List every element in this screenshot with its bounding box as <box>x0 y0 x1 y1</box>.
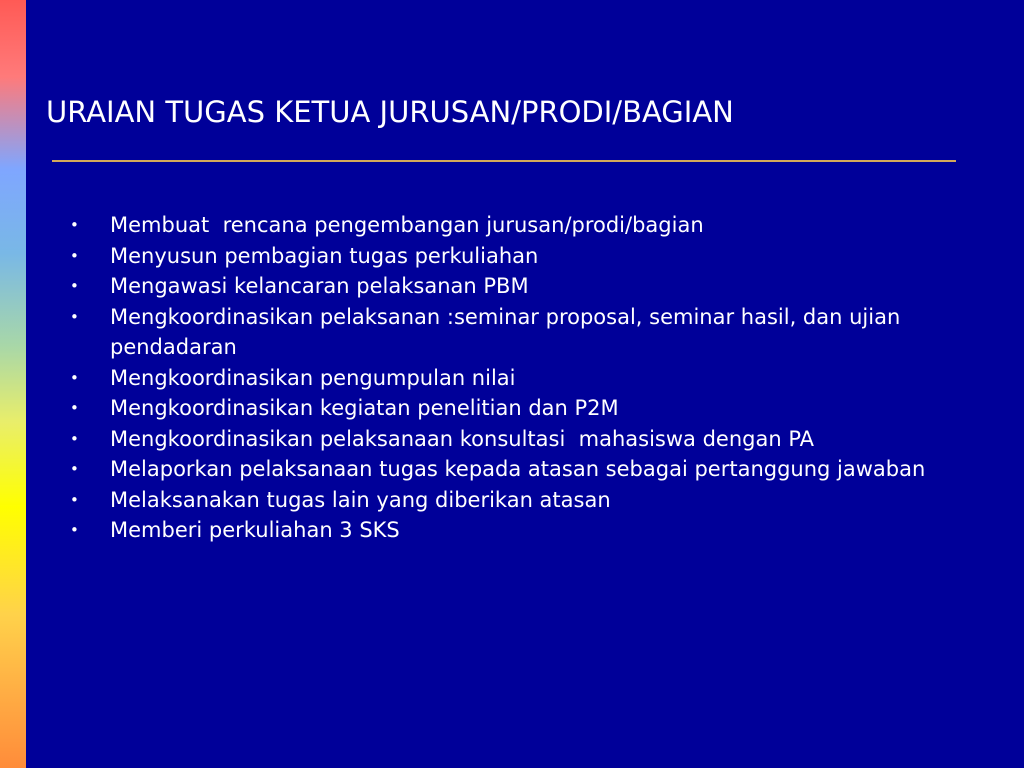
bullet-list <box>64 210 994 546</box>
bullet-dot-icon: • <box>70 399 79 417</box>
list-item <box>64 515 994 546</box>
list-item-text: Mengkoordinasikan pelaksanaan konsultasi mahasiswa dengan PA <box>110 426 815 451</box>
title-divider <box>52 160 956 162</box>
list-item <box>64 210 994 241</box>
list-item-text: Membuat rencana pengembangan jurusan/prodi/bagian <box>110 213 704 237</box>
list-item-text: Melaksanakan tugas lain yang diberikan atasan <box>110 487 611 512</box>
list-item-text: Memberi perkuliahan 3 SKS <box>110 518 400 542</box>
bullet-dot-icon: • <box>70 368 79 387</box>
list-item <box>64 424 994 455</box>
bullet-dot-icon: • <box>70 429 79 448</box>
bullet-dot-icon: • <box>70 460 79 478</box>
list-item <box>64 302 994 363</box>
bullet-dot-icon: • <box>70 277 79 295</box>
list-item-text: Melaporkan pelaksanaan tugas kepada atasan sebagai pertanggung jawaban <box>110 457 926 481</box>
list-item-text: Mengkoordinasikan kegiatan penelitian dan P2M <box>110 396 619 420</box>
decorative-gradient-stripe <box>0 0 26 768</box>
list-item <box>64 363 994 394</box>
bullet-dot-icon: • <box>70 490 79 509</box>
list-item <box>64 485 994 516</box>
list-item-text: Mengkoordinasikan pelaksanan :seminar proposal, seminar hasil, dan ujian pendadaran <box>110 304 907 359</box>
bullet-dot-icon: • <box>70 216 79 234</box>
list-item <box>64 454 994 485</box>
bullet-dot-icon: • <box>70 521 79 539</box>
list-item-text: Menyusun pembagian tugas perkuliahan <box>110 243 539 268</box>
list-item <box>64 393 994 424</box>
bullet-dot-icon: • <box>70 246 79 265</box>
bullet-dot-icon: • <box>70 307 79 326</box>
list-item <box>64 271 994 302</box>
list-item-text: Mengawasi kelancaran pelaksanan PBM <box>110 274 529 298</box>
list-item-text: Mengkoordinasikan pengumpulan nilai <box>110 365 516 390</box>
slide-title: URAIAN TUGAS KETUA JURUSAN/PRODI/BAGIAN <box>46 95 734 129</box>
list-item <box>64 241 994 272</box>
